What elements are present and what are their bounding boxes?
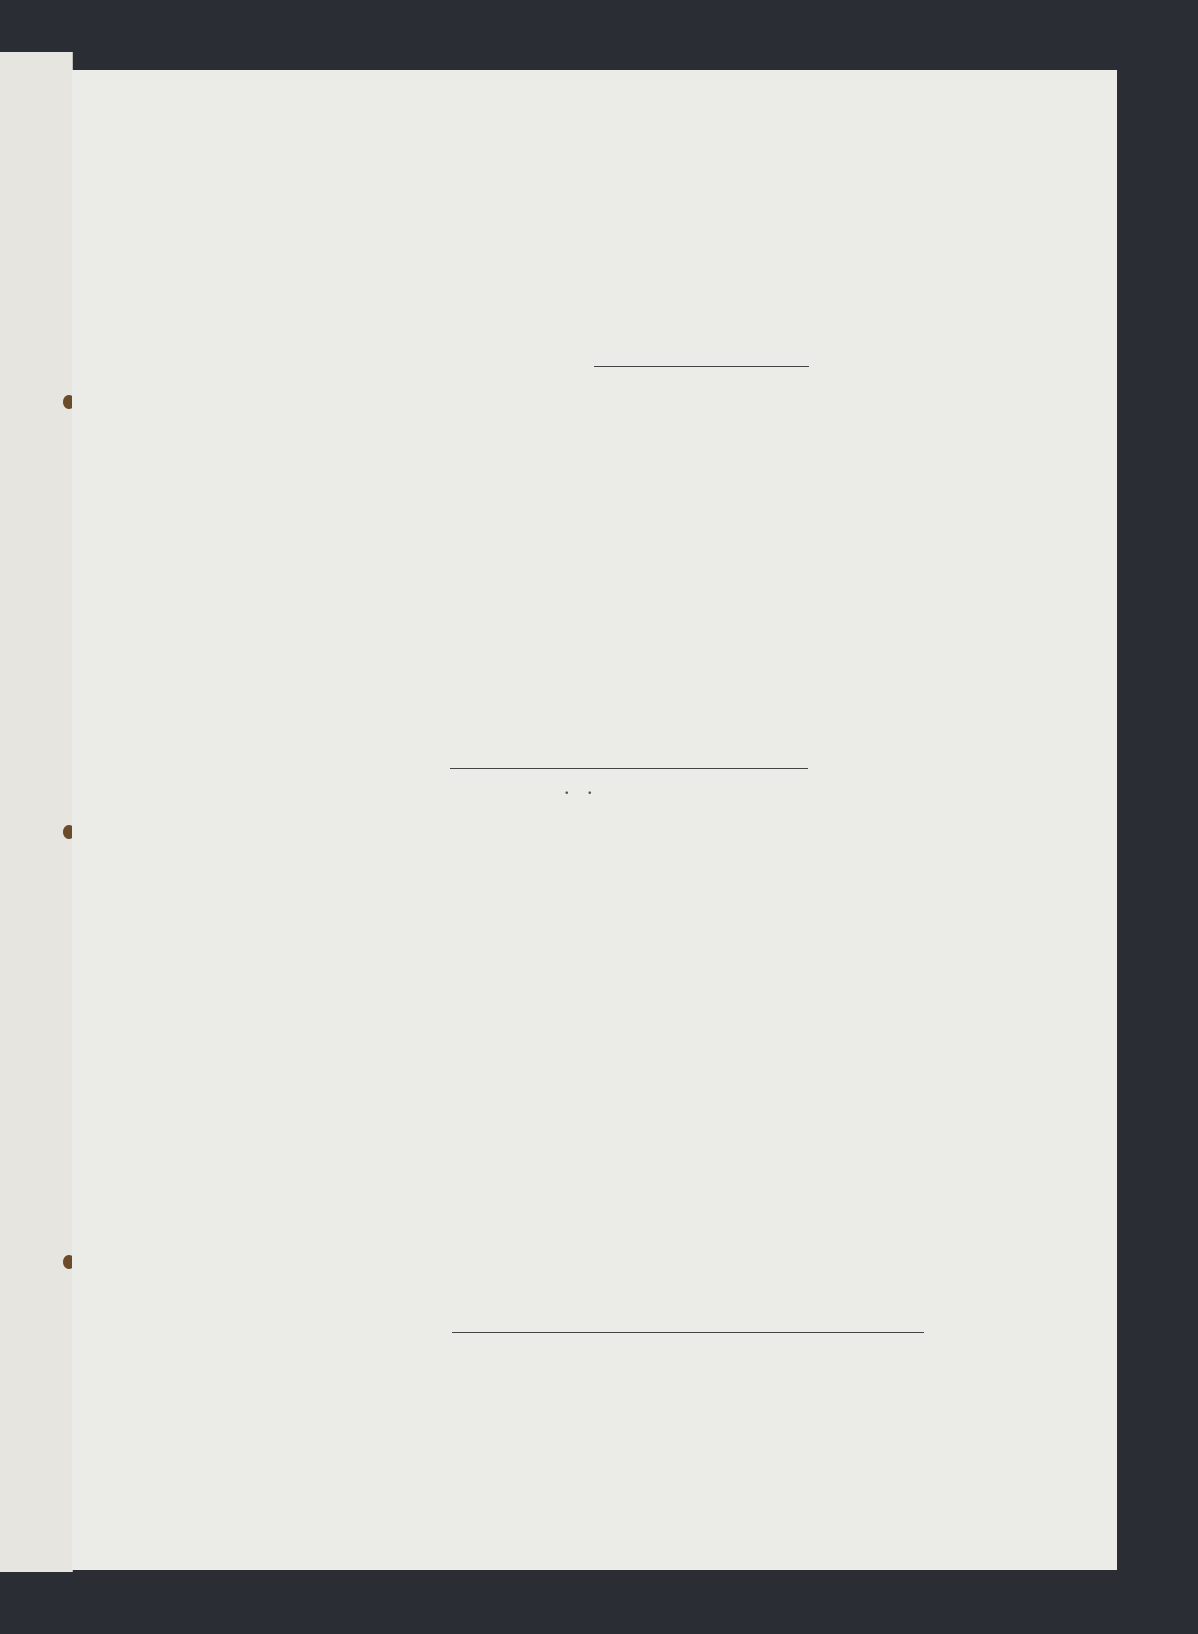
book-page: [72, 70, 1117, 1570]
table1-total-rule: [450, 768, 808, 769]
facing-page-edge: [0, 52, 73, 1572]
header-brace-line: [594, 366, 809, 367]
table2-total-rule: [452, 1332, 924, 1333]
leader-dots: . .: [564, 774, 599, 799]
